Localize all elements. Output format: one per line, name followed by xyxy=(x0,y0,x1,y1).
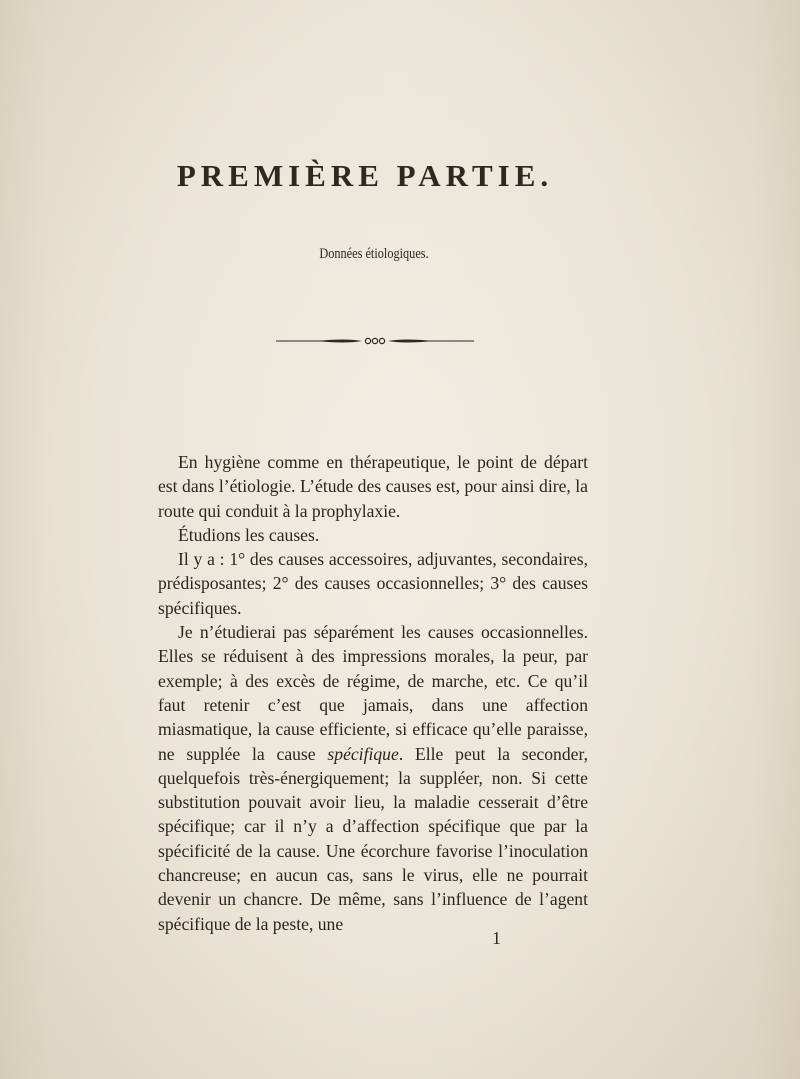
paragraph-cause-types: Il y a : 1° des causes accessoires, adjuvantes, secondaires, prédisposantes; 2° des causes occasionnelles; 3° des causes spécifiques. xyxy=(158,549,588,618)
paragraph-study-causes: Étudions les causes. xyxy=(178,524,320,545)
part-title: PREMIÈRE PARTIE. xyxy=(176,158,554,193)
paragraph-text-end: . Elle peut la seconder, quelquefois très-énergiquement; la suppléer, non. Si cette substitution pouvait avoir lieu, la maladie cesserait d’être spécifique; car il n’y a d’affection spécifique que par la spécificité de la cause. Une écorchure favorise l’inoculation chancreuse; en aucun cas, sans le virus, elle ne pourrait devenir un chancre. De même, sans l’influence de l’agent spécifique de la peste, une xyxy=(158,743,588,934)
page-number: 1 xyxy=(492,928,501,948)
section-subtitle: Données étiologiques. xyxy=(319,246,429,262)
paragraph-occasional-causes xyxy=(158,620,588,936)
scroll-rule-ornament-icon xyxy=(276,334,474,348)
emphasis-specifique: spécifique xyxy=(327,743,399,764)
paragraph-etiology: En hygiène comme en thérapeutique, le point de départ est dans l’étiologie. L’étude des causes est, pour ainsi dire, la route qui conduit à la prophylaxie. xyxy=(158,452,588,521)
paragraph-text-start: Je n’étudierai pas séparément les causes occasionnelles. Elles se réduisent à des impressions morales, la peur, par exemple; à des excès de régime, de marche, etc. Ce qu’il faut retenir c’est que jamais, dans une affection miasmatique, la cause efficiente, si efficace qu’elle paraisse, ne supplée la cause xyxy=(158,622,588,764)
body-text xyxy=(158,450,588,936)
